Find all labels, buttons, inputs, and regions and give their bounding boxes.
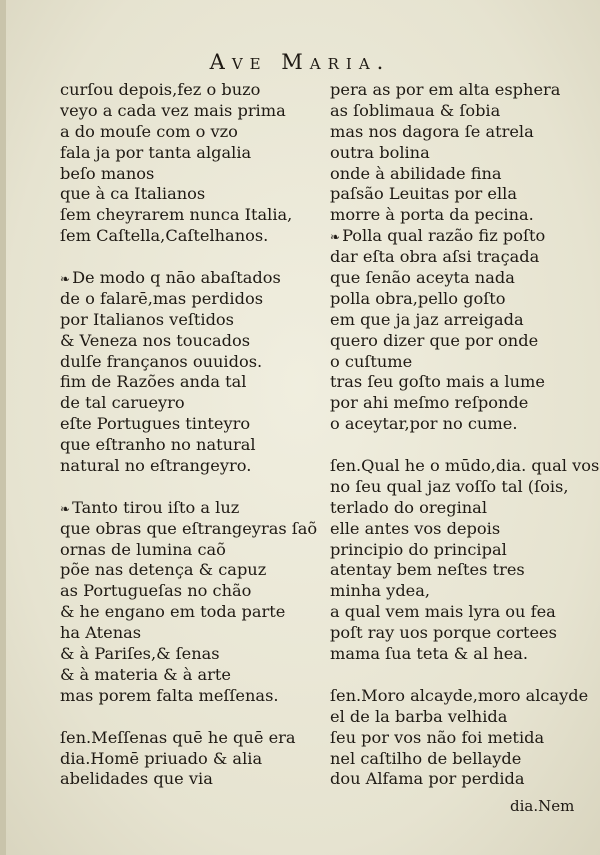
verse-line — [60, 80, 310, 101]
verse-text: fim de Razões anda tal — [60, 372, 247, 392]
verse-line — [60, 560, 310, 581]
verse-text: eſte Portugues tinteyro — [60, 414, 251, 434]
verse-line — [330, 644, 592, 665]
verse-text: que eſtranho no natural — [60, 435, 256, 455]
verse-line — [330, 268, 592, 289]
verse-line — [60, 184, 310, 205]
verse-text: & à Pariſes,& ſenas — [60, 644, 220, 664]
verse-line — [60, 268, 310, 289]
verse-line — [60, 623, 310, 644]
verse-line — [330, 519, 592, 540]
verse-line — [60, 456, 310, 477]
verse-line — [330, 143, 592, 164]
verse-text: curſou depois,fez o buzo — [60, 80, 261, 99]
verse-line — [330, 226, 592, 247]
verse-line — [60, 393, 310, 414]
verse-text: onde à abilidade fina — [330, 163, 502, 183]
verse-line — [330, 477, 592, 498]
verse-text: atentay bem neſtes tres — [330, 560, 525, 580]
verse-text: outra bolina — [330, 142, 430, 162]
verse-line — [60, 205, 310, 226]
verse-text: ſem Caſtella,Caſtelhanos. — [60, 226, 269, 246]
verse-text: polla obra,pello goſto — [330, 288, 506, 308]
verse-text: tras ſeu goſto mais a lume — [330, 372, 545, 392]
verse-text: poſt ray uos porque cortees — [330, 623, 557, 643]
verse-line — [60, 686, 310, 707]
left-column — [60, 80, 318, 790]
verse-line — [330, 602, 592, 623]
verse-line — [330, 540, 592, 561]
verse-text: o aceytar,por no cume. — [330, 414, 518, 434]
verse-text: o cuſtume — [330, 351, 413, 371]
verse-line — [60, 226, 310, 247]
verse-line — [330, 581, 592, 602]
verse-line — [60, 435, 310, 456]
stanza-gap — [60, 707, 310, 728]
verse-text: ha Atenas — [60, 623, 142, 643]
verse-text: & Veneza nos toucados — [60, 330, 251, 350]
verse-text: dulſe françanos ouuidos. — [60, 351, 263, 371]
verse-line — [330, 247, 592, 268]
verse-text: fala ja por tanta algalia — [60, 142, 252, 162]
verse-text: nel caſtilho de bellayde — [330, 748, 522, 768]
verse-text: ſem cheyrarem nunca Italia, — [60, 205, 293, 225]
verse-line — [330, 456, 600, 477]
verse-text: no ſeu qual jaz voſſo tal (ſois, — [330, 476, 569, 496]
verse-text: em que ja jaz arreigada — [330, 309, 524, 329]
verse-line — [330, 560, 592, 581]
verse-text: dar eſta obra aſsi traçada — [330, 247, 540, 267]
verse-text: el de la barba velhida — [330, 706, 508, 726]
verse-line — [60, 289, 310, 310]
verse-text: Tanto tirou iſto a luz — [72, 497, 240, 517]
verse-line — [60, 769, 310, 790]
verse-text: Polla qual razão fiz poſto — [342, 226, 546, 246]
pilcrow-icon: ❧ — [330, 230, 341, 245]
verse-line — [330, 352, 592, 373]
page-gutter — [0, 0, 6, 855]
pilcrow-icon: ❧ — [60, 272, 71, 287]
verse-line — [60, 101, 310, 122]
verse-text: mama ſua teta & al hea. — [330, 644, 529, 664]
verse-text: terlado do oreginal — [330, 497, 488, 517]
verse-text: ſen.Meſſenas quē he quē era — [60, 727, 296, 747]
verse-text: natural no eſtrangeyro. — [60, 456, 252, 476]
verse-line — [330, 372, 592, 393]
verse-text: De modo q nāo abaſtados — [72, 268, 281, 288]
verse-line — [330, 623, 592, 644]
verse-line — [60, 498, 310, 519]
verse-text: pera as por em alta esphera — [330, 80, 561, 99]
verse-line — [330, 205, 592, 226]
verse-text: que obras que eſtrangeyras ſaõ — [60, 518, 318, 538]
verse-text: ornas de lumina caõ — [60, 539, 226, 559]
stanza-gap — [60, 477, 310, 498]
verse-text: por Italianos veſtidos — [60, 309, 234, 329]
stanza-gap — [330, 435, 592, 456]
verse-text: que ſenão aceyta nada — [330, 268, 515, 288]
verse-line — [60, 331, 310, 352]
stanza-gap — [330, 665, 592, 686]
verse-text: as ſoblimaua & ſobia — [330, 100, 501, 120]
verse-line — [330, 184, 592, 205]
verse-text: morre à porta da pecina. — [330, 205, 534, 225]
verse-text: beſo manos — [60, 163, 155, 183]
verse-line — [60, 540, 310, 561]
pilcrow-icon: ❧ — [60, 501, 71, 516]
verse-text: a qual vem mais lyra ou fea — [330, 602, 556, 622]
verse-text: põe nas detença & capuz — [60, 560, 267, 580]
verse-line — [330, 414, 592, 435]
verse-line — [330, 80, 592, 101]
verse-text: que à ca Italianos — [60, 184, 206, 204]
verse-line — [60, 164, 310, 185]
verse-text: as Portugueſas no chão — [60, 581, 252, 601]
verse-text: por ahi meſmo reſponde — [330, 393, 529, 413]
verse-line — [60, 352, 310, 373]
verse-text: minha ydea, — [330, 581, 431, 601]
verse-line — [330, 164, 592, 185]
verse-text: & he engano em toda parte — [60, 602, 286, 622]
verse-text: a do mouſe com o vzo — [60, 121, 238, 141]
verse-line — [330, 393, 592, 414]
verse-line — [60, 728, 310, 749]
verse-text: mas nos dagora ſe atrela — [330, 121, 534, 141]
catchword: dia.Nem — [510, 797, 575, 815]
verse-line — [60, 122, 310, 143]
verse-line — [330, 122, 592, 143]
verse-line — [330, 498, 592, 519]
verse-text: ſeu por vos não foi metida — [330, 727, 545, 747]
verse-line — [330, 310, 592, 331]
verse-text: ſen.Moro alcayde,moro alcayde — [330, 685, 589, 705]
verse-line — [60, 749, 310, 770]
right-column — [330, 80, 600, 790]
verse-line — [60, 518, 318, 540]
verse-line — [60, 310, 310, 331]
verse-line — [330, 728, 592, 749]
verse-line — [330, 749, 592, 770]
verse-text: abelidades que via — [60, 769, 213, 789]
verse-line — [60, 602, 310, 623]
verse-line — [60, 581, 310, 602]
verse-line — [60, 414, 310, 435]
verse-line — [60, 143, 310, 164]
verse-text: dou Alfama por perdida — [330, 769, 525, 789]
verse-text: veyo a cada vez mais prima — [60, 100, 286, 120]
verse-line — [330, 769, 592, 790]
verse-line — [60, 372, 310, 393]
verse-text: principio do principal — [330, 539, 507, 559]
verse-text: quero dizer que por onde — [330, 330, 539, 350]
stanza-gap — [60, 247, 310, 268]
verse-line — [330, 707, 592, 728]
verse-line — [60, 665, 310, 686]
verse-text: dia.Homē priuado & alia — [60, 748, 263, 768]
verse-text: de tal carueyro — [60, 393, 185, 413]
verse-text: mas porem falta meſſenas. — [60, 685, 279, 705]
verse-text: & à materia & à arte — [60, 664, 231, 684]
verse-line — [330, 289, 592, 310]
verse-line — [330, 331, 592, 352]
page-header: Ave Maria. — [209, 50, 391, 74]
verse-text: elle antes vos depois — [330, 518, 501, 538]
verse-text: de o falarē,mas perdidos — [60, 288, 263, 308]
verse-line — [330, 101, 592, 122]
verse-line — [60, 644, 310, 665]
verse-text: paſsão Leuitas por ella — [330, 184, 517, 204]
verse-text: ſen.Qual he o mūdo,dia. qual vos — [330, 456, 600, 476]
verse-line — [330, 686, 592, 707]
